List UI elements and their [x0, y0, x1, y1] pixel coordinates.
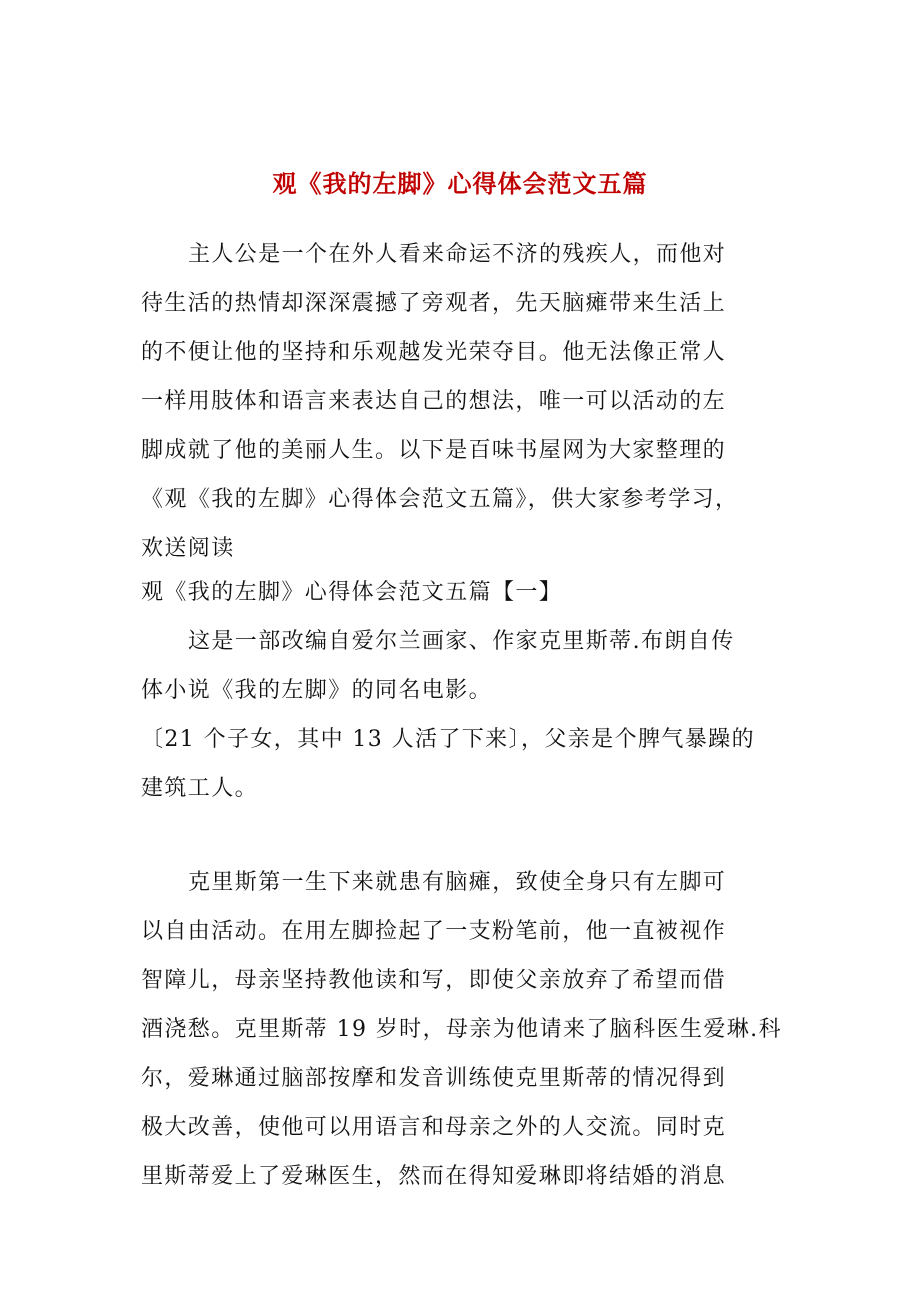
document-title: 观《我的左脚》心得体会范文五篇	[272, 169, 648, 198]
intro-line-7: 欢送阅读	[141, 536, 235, 561]
intro-line-3: 的不便让他的坚持和乐观越发光荣夺目。他无法像正常人	[141, 340, 727, 365]
body-line-6: 极大改善，使他可以用语言和母亲之外的人交流。同时克	[141, 1115, 727, 1140]
section-line-2: 体小说《我的左脚》的同名电影。	[141, 678, 493, 703]
intro-line-1: 主人公是一个在外人看来命运不济的残疾人，而他对	[188, 242, 727, 267]
intro-line-2: 待生活的热情却深深震撼了旁观者，先天脑瘫带来生活上	[141, 291, 727, 316]
body-line-5: 尔，爱琳通过脑部按摩和发音训练使克里斯蒂的情况得到	[141, 1066, 727, 1091]
intro-line-4: 一样用肢体和语言来表达自己的想法，唯一可以活动的左	[141, 389, 727, 414]
body-line-7: 里斯蒂爱上了爱琳医生，然而在得知爱琳即将结婚的消息	[141, 1164, 727, 1189]
section-heading: 观《我的左脚》心得体会范文五篇【一】	[141, 580, 563, 605]
body-line-3: 智障儿，母亲坚持教他读和写，即使父亲放弃了希望而借	[141, 968, 727, 993]
section-line-3: 〔21 个子女，其中 13 人活了下来〕，父亲是个脾气暴躁的	[141, 727, 755, 752]
intro-line-5: 脚成就了他的美丽人生。以下是百味书屋网为大家整理的	[141, 438, 727, 463]
body-line-4: 酒浇愁。克里斯蒂 19 岁时，母亲为他请来了脑科医生爱琳.科	[141, 1017, 782, 1042]
body-line-1: 克里斯第一生下来就患有脑瘫，致使全身只有左脚可	[188, 870, 727, 895]
section-line-4: 建筑工人。	[141, 776, 259, 801]
intro-line-6: 《观《我的左脚》心得体会范文五篇》，供大家参考学习，	[141, 487, 739, 512]
section-line-1: 这是一部改编自爱尔兰画家、作家克里斯蒂.布朗自传	[188, 629, 735, 654]
body-line-2: 以自由活动。在用左脚捡起了一支粉笔前，他一直被视作	[141, 919, 727, 944]
